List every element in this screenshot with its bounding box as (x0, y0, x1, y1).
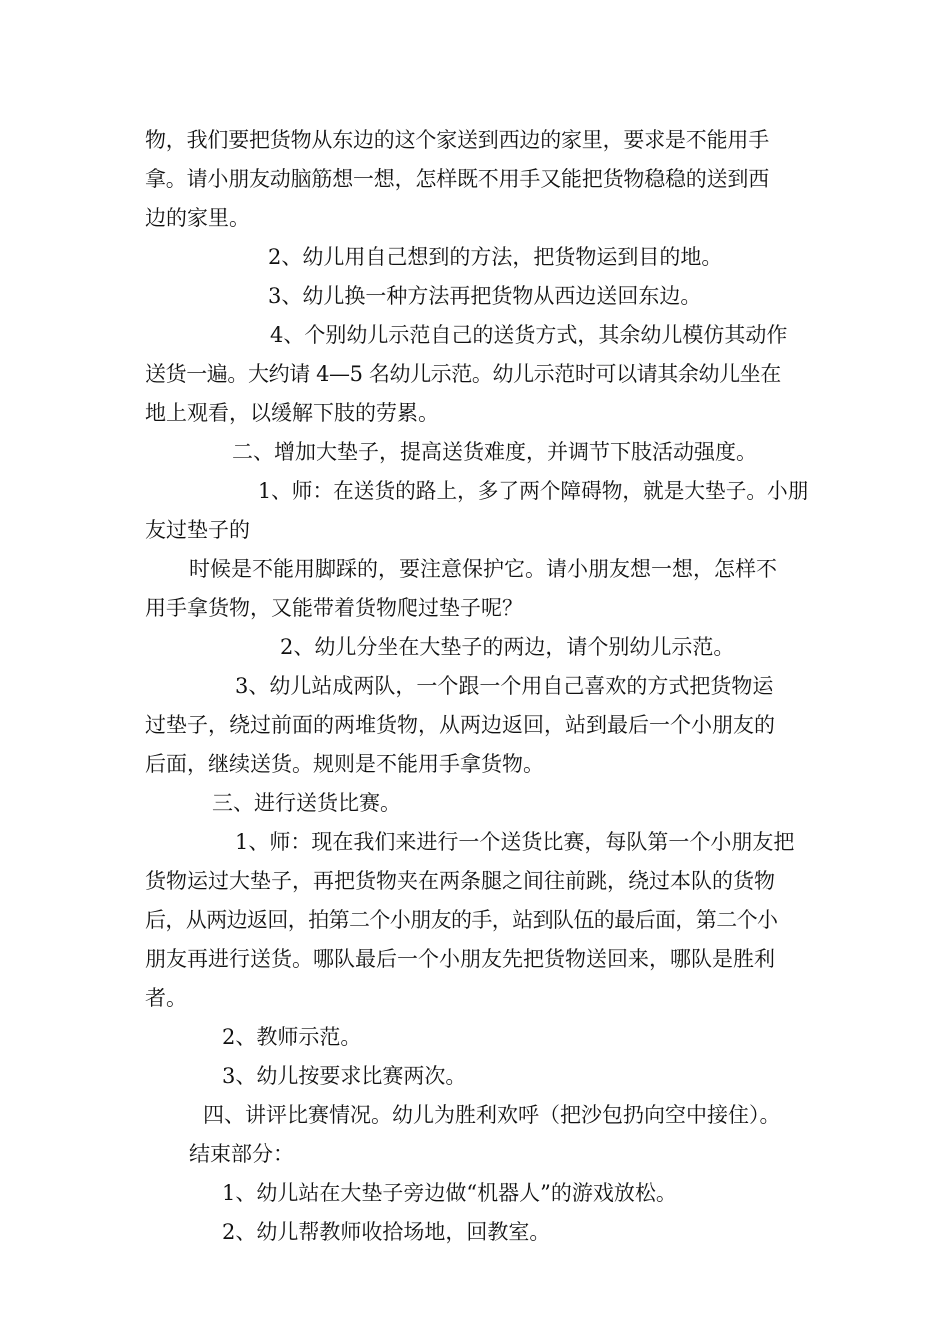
text-line: 用手拿货物，又能带着货物爬过垫子呢？ (145, 596, 523, 620)
text-line: 3、幼儿按要求比赛两次。 (222, 1064, 467, 1088)
text-line: 后，从两边返回，拍第二个小朋友的手，站到队伍的最后面，第二个小 (145, 908, 778, 932)
text-line: 时候是不能用脚踩的，要注意保护它。请小朋友想一想，怎样不 (189, 557, 777, 581)
text-line: 1、师：在送货的路上，多了两个障碍物，就是大垫子。小朋 (258, 479, 809, 503)
text-line: 朋友再进行送货。哪队最后一个小朋友先把货物送回来，哪队是胜利 (145, 947, 775, 971)
text-line: 物，我们要把货物从东边的这个家送到西边的家里，要求是不能用手 (145, 128, 769, 152)
text-line: 1、幼儿站在大垫子旁边做“机器人”的游戏放松。 (222, 1181, 677, 1205)
text-line: 二、增加大垫子，提高送货难度，并调节下肢活动强度。 (232, 440, 757, 464)
text-line: 边的家里。 (145, 206, 250, 230)
text-line: 结束部分： (189, 1142, 294, 1166)
text-line: 3、幼儿站成两队，一个跟一个用自己喜欢的方式把货物运 (235, 674, 774, 698)
text-line: 地上观看，以缓解下肢的劳累。 (145, 401, 439, 425)
text-line: 1、师：现在我们来进行一个送货比赛，每队第一个小朋友把 (235, 830, 795, 854)
text-line: 2、幼儿用自己想到的方法，把货物运到目的地。 (268, 245, 723, 269)
text-line: 三、进行送货比赛。 (212, 791, 401, 815)
text-line: 2、教师示范。 (222, 1025, 362, 1049)
text-line: 过垫子，绕过前面的两堆货物，从两边返回，站到最后一个小朋友的 (145, 713, 775, 737)
text-line: 拿。请小朋友动脑筋想一想，怎样既不用手又能把货物稳稳的送到西 (145, 167, 769, 191)
text-line: 友过垫子的 (145, 518, 250, 542)
text-line: 送货一遍。大约请 4—5 名幼儿示范。幼儿示范时可以请其余幼儿坐在 (145, 362, 781, 386)
text-line: 2、幼儿帮教师收拾场地，回教室。 (222, 1220, 551, 1244)
text-line: 四、讲评比赛情况。幼儿为胜利欢呼（把沙包扔向空中接住）。 (203, 1103, 781, 1127)
text-line: 2、幼儿分坐在大垫子的两边，请个别幼儿示范。 (280, 635, 735, 659)
text-line: 3、幼儿换一种方法再把货物从西边送回东边。 (268, 284, 702, 308)
text-line: 货物运过大垫子，再把货物夹在两条腿之间往前跳，绕过本队的货物 (145, 869, 775, 893)
text-line: 者。 (145, 986, 187, 1010)
text-line: 4、个别幼儿示范自己的送货方式，其余幼儿模仿其动作 (270, 323, 788, 347)
text-line: 后面，继续送货。规则是不能用手拿货物。 (145, 752, 544, 776)
